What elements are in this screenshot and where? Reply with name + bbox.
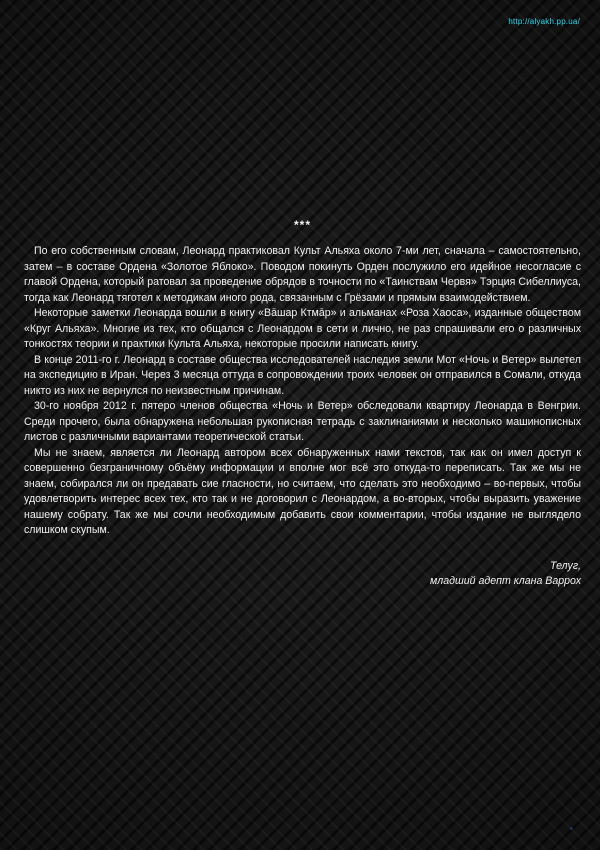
paragraph-2: Некоторые заметки Леонарда вошли в книгу «Вāшар Ктмāр» и альманах «Роза Хаоса», изданные обществом «Круг Альяха». Многие из тех, кто общался с Леонардом в сети и лично, не раз спрашивали его о различных тонкостях теории и практики Культа Альяха, некоторые просили написать книгу. <box>24 307 581 350</box>
signature <box>24 559 581 590</box>
corner-mark-icon: ▪ <box>570 824 573 833</box>
document-body <box>24 218 581 590</box>
paragraph-4: 30-го ноября 2012 г. пятеро членов общества «Ночь и Ветер» обследовали квартиру Леонарда в Венгрии. Среди прочего, была обнаружена небольшая рукописная тетрадь с заклинаниями и несколько машинописных листов с различными вариантами теоретической статьи. <box>24 400 581 443</box>
signature-name: Телуг, <box>550 559 581 572</box>
paragraph-3: В конце 2011-го г. Леонард в составе общества исследователей наследия земли Мот «Ночь и Ветер» вылетел на экспедицию в Иран. Через 3 месяца оттуда в сопровождении троих человек он отправился в Сомали, откуда никто из них не вернулся по неизвестным причинам. <box>24 353 581 397</box>
signature-title: младший адепт клана Варрох <box>430 575 581 587</box>
paragraph-5: Мы не знаем, является ли Леонард автором всех обнаруженных нами текстов, так как он имел доступ к совершенно безграничному объёму информации и вполне мог всё это откуда-то переписать. Так же мы не знаем, собирался ли он предавать сие гласности, но считаем, что сделать это необходимо – во-первых, чтобы удовлетворить интерес всех тех, кто так и не договорил с Леонардом, а во-вторых, чтобы выразить уважение нашему собрату. Так же мы сочли необходимым добавить свои комментарии, чтобы издание не выглядело слишком скупым. <box>24 446 581 536</box>
section-separator: *** <box>293 218 311 232</box>
site-url-link[interactable]: http://alyakh.pp.ua/ <box>508 17 580 26</box>
paragraph-1: По его собственным словам, Леонард практиковал Культ Альяха около 7-ми лет, сначала – самостоятельно, затем – в составе Ордена «Золотое Яблоко». Поводом покинуть Орден послужило его идейное несогласие с главой Ордена, который ратовал за проведение обрядов в точности по «Таинствам Червя» Тэрция Сибеллиуса, тогда как Леонард тяготел к методикам иного рода, связанным с Грёзами и прямым взаимодействием. <box>24 245 581 304</box>
